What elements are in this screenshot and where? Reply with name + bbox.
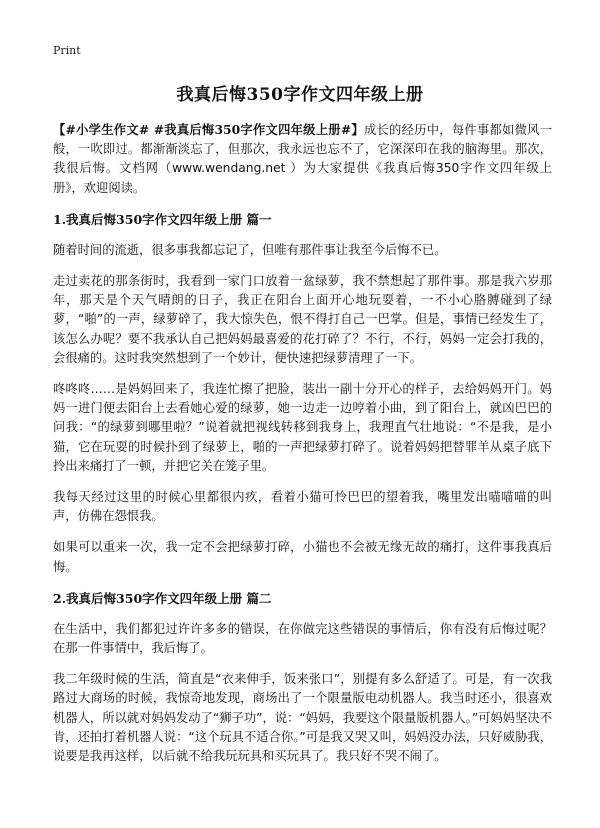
intro-tag: 【#小学生作文# #我真后悔350字作文四年级上册#】 bbox=[53, 122, 364, 137]
intro-text: 成长的经历中，每件事都如微风一般，一吹即过。都渐渐淡忘了，但那次，我永远也忘不了，它深深印在我的脑海里。那次，我很后悔。文档网（www.wendang.net ）为大家提供《我真后悔350字作文四年级上册》，欢迎阅读。 bbox=[53, 123, 552, 195]
document-title: 我真后悔350字作文四年级上册 bbox=[176, 85, 424, 105]
section-heading: 2.我真后悔350字作文四年级上册 篇二 bbox=[53, 590, 272, 606]
section-paragraph: 随着时间的流逝，很多事我都忘记了，但唯有那件事让我至今后悔不已。 bbox=[53, 242, 447, 257]
print-label: Print bbox=[53, 44, 81, 57]
document-body bbox=[53, 120, 552, 778]
section-heading: 1.我真后悔350字作文四年级上册 篇一 bbox=[53, 211, 272, 227]
section-paragraph: 如果可以重来一次，我一定不会把绿萝打碎，小猫也不会被无缘无故的痛打，这件事我真后悔。 bbox=[53, 540, 552, 574]
section-paragraph: 我二年级时候的生活，简直是“衣来伸手，饭来张口”，别提有多么舒适了。可是，有一次我路过大商场的时候，我惊奇地发现，商场出了一个限量版电动机器人。我当时还小，很喜欢机器人，所以就对妈妈发动了“狮子功”，说：“妈妈，我要这个限量版机器人。”可妈妈坚决不肯，还拍打着机器人说：“这个玩具不适合你。”可是我又哭又叫，妈妈没办法，只好威胁我，说要是我再这样，以后就不给我玩玩具和买玩具了。我只好不哭不闹了。 bbox=[53, 672, 552, 764]
section-paragraph: 我每天经过这里的时候心里都很内疚，看着小猫可怜巴巴的望着我，嘴里发出喵喵喵的叫声，仿佛在怨恨我。 bbox=[53, 490, 552, 524]
intro-paragraph bbox=[53, 120, 552, 198]
section-paragraph: 在生活中，我们都犯过许许多多的错误，在你做完这些错误的事情后，你有没有后悔过呢？在那一件事情中，我后悔了。 bbox=[53, 621, 552, 656]
section-paragraph: 咚咚咚……是妈妈回来了，我连忙擦了把脸，装出一副十分开心的样子，去给妈妈开门。妈妈一进门便去阳台上去看她心爱的绿萝，她一边走一边哼着小曲，到了阳台上，就凶巴巴的问我：“的绿萝到哪里啦？”说着就把视线转移到我身上，我理直气壮地说：“不是我，是小猫，它在玩耍的时候扑到了绿萝上，啪的一声把绿萝打碎了。说着妈妈把替罪羊从桌子底下拎出来痛打了一顿，并把它关在笼子里。 bbox=[53, 382, 552, 473]
section-paragraph: 走过卖花的那条街时，我看到一家门口放着一盆绿萝，我不禁想起了那件事。那是我六岁那年，那天是个天气晴朗的日子，我正在阳台上面开心地玩耍着，一不小心胳膊碰到了绿萝，“啪”的一声，绿萝碎了，我大惊失色，恨不得打自己一巴掌。但是，事情已经发生了，该怎么办呢？要不我承认自己把妈妈最喜爱的花打碎了？不行，不行，妈妈一定会打我的，会很痛的。这时我突然想到了一个妙计，便快速把绿萝清理了一下。 bbox=[53, 274, 552, 365]
